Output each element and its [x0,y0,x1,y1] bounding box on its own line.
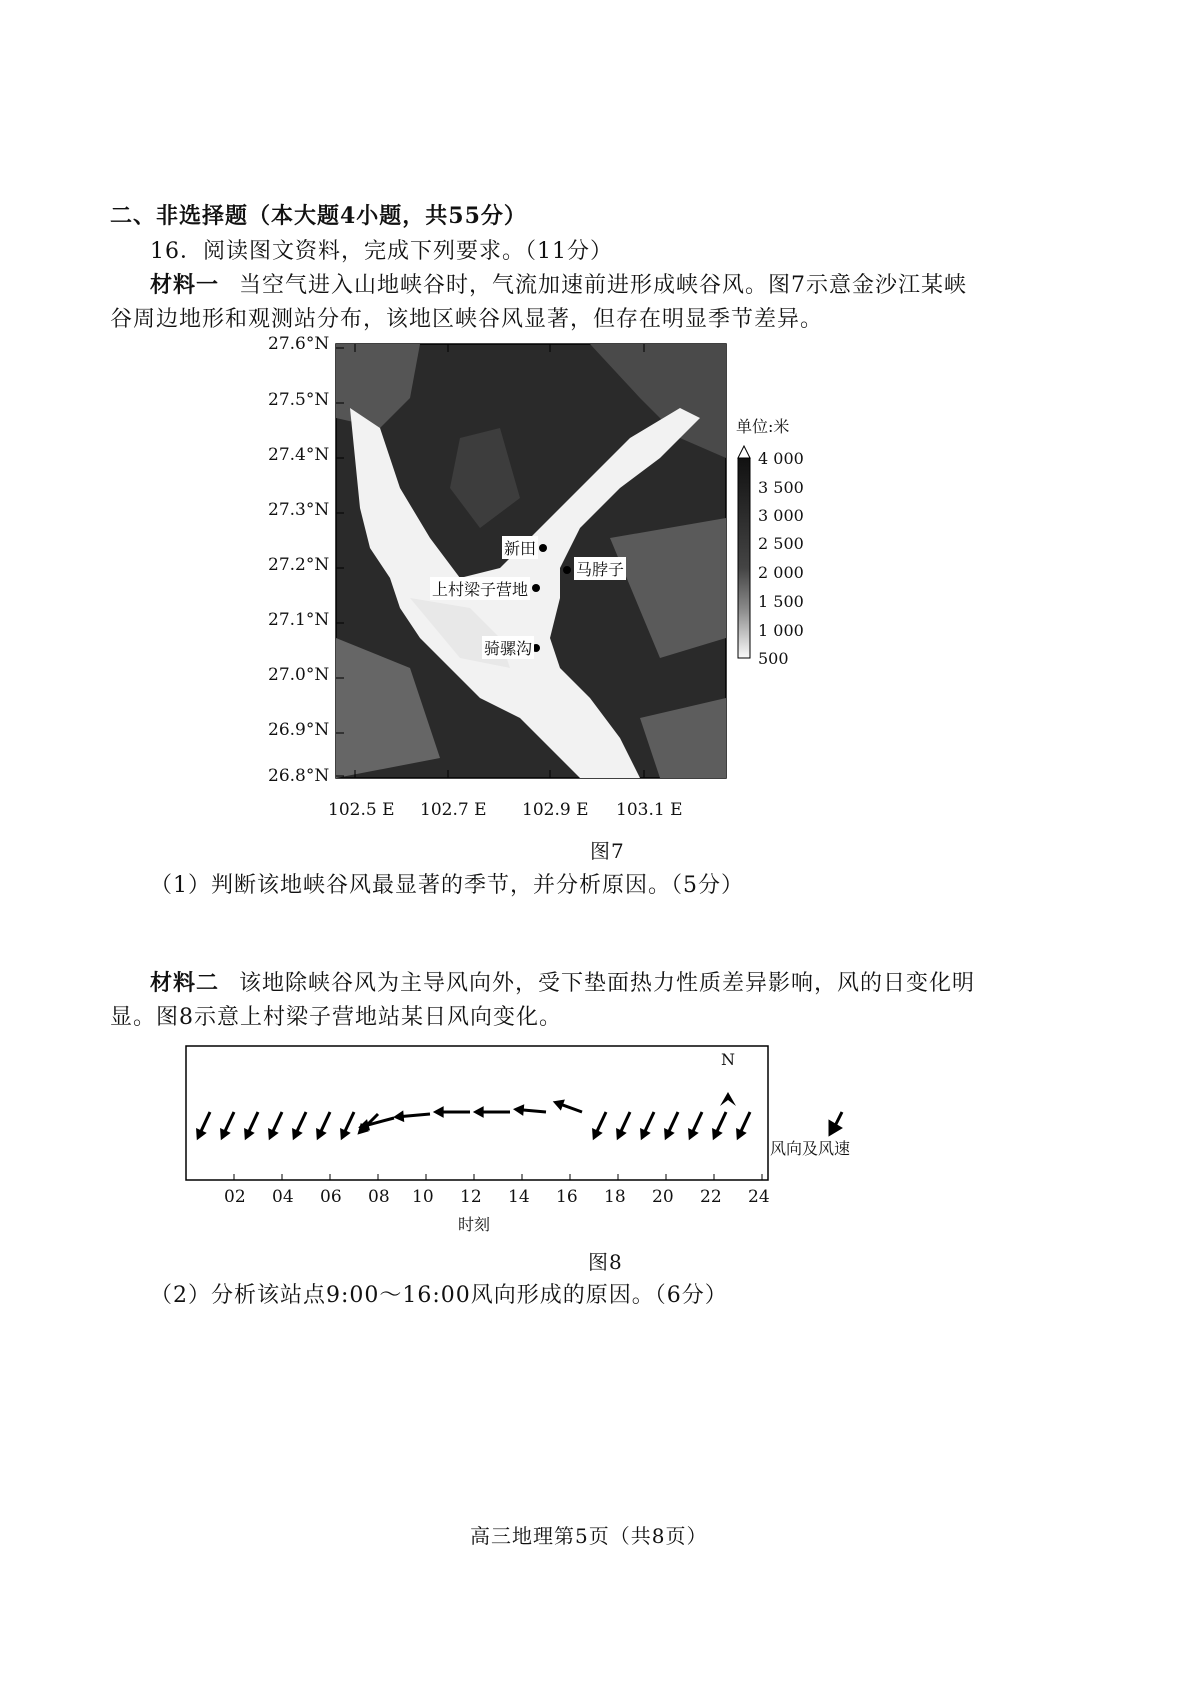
material-2-line-1 [150,966,975,997]
lon-label: 102.5 E [328,800,395,820]
question-2: （2）分析该站点9:00～16:00风向形成的原因。（6分） [150,1283,728,1308]
station-label-xintian: 新田 [502,536,538,559]
x-tick: 04 [272,1187,294,1207]
x-tick: 12 [460,1187,482,1207]
wind-chart-figure [180,1042,900,1242]
lat-label: 27.6°N [268,334,330,354]
x-tick: 20 [652,1187,674,1207]
material-1-line-2: 谷周边地形和观测站分布，该地区峡谷风显著，但存在明显季节差异。 [110,307,824,332]
terrain-map-figure [260,334,880,838]
x-tick: 10 [412,1187,434,1207]
legend-arrow [738,446,750,458]
x-axis-label: 时刻 [458,1215,491,1234]
station-label-mabozi: 马脖子 [574,557,626,580]
legend-value: 1 000 [758,621,804,640]
lat-label: 27.0°N [268,665,330,685]
figure-7-caption: 图7 [590,839,625,863]
x-tick: 14 [508,1187,530,1207]
lat-label: 27.3°N [268,500,330,520]
legend-wind-arrow [830,1112,842,1134]
material-2-text-1: 该地除峡谷风为主导风向外，受下垫面热力性质差异影响，风的日变化明 [239,971,976,996]
x-tick: 18 [604,1187,626,1207]
material-1-line-1 [150,268,967,299]
legend-value: 2 500 [758,534,804,553]
figure-8-caption: 图8 [588,1250,623,1274]
material-2-label: 材料二 [150,970,220,996]
legend-value: 500 [758,649,789,668]
x-tick: 22 [700,1187,722,1207]
legend-value: 1 500 [758,592,804,611]
question-1: （1）判断该地峡谷风最显著的季节，并分析原因。（5分） [150,873,744,898]
x-tick: 08 [368,1187,390,1207]
page-footer: 高三地理第5页（共8页） [470,1524,708,1548]
x-tick: 24 [748,1187,770,1207]
section-title: 二、非选择题（本大题4小题，共55分） [110,203,527,229]
elevation-legend-bar [738,458,750,658]
lat-label: 27.5°N [268,390,330,410]
terrain-map-svg [260,338,880,838]
lon-label: 103.1 E [616,800,683,820]
station-label-shangcun: 上村梁子营地 [430,577,530,600]
legend-value: 3 500 [758,478,804,497]
station-label-qiluogou: 骑骡沟 [482,636,534,659]
lat-label: 27.2°N [268,555,330,575]
material-1-text-1: 当空气进入山地峡谷时，气流加速前进形成峡谷风。图7示意金沙江某峡 [239,273,968,298]
lat-label: 27.1°N [268,610,330,630]
station-xintian [539,544,547,552]
x-tick: 06 [320,1187,342,1207]
question-16: 16．阅读图文资料，完成下列要求。（11分） [150,239,613,264]
lat-label: 26.9°N [268,720,330,740]
material-1-label: 材料一 [150,272,220,298]
lon-label: 102.9 E [522,800,589,820]
x-tick: 02 [224,1187,246,1207]
station-mabozi [563,566,571,574]
lat-label: 27.4°N [268,445,330,465]
lat-label: 26.8°N [268,766,330,786]
legend-value: 4 000 [758,449,804,468]
legend-value: 2 000 [758,563,804,582]
station-shangcun [532,584,540,592]
wind-legend-label: 风向及风速 [770,1139,851,1158]
x-tick: 16 [556,1187,578,1207]
legend-title: 单位:米 [736,417,790,436]
material-2-line-2: 显。图8示意上村梁子营地站某日风向变化。 [110,1005,562,1030]
north-label: N [721,1050,735,1069]
lon-label: 102.7 E [420,800,487,820]
legend-value: 3 000 [758,506,804,525]
